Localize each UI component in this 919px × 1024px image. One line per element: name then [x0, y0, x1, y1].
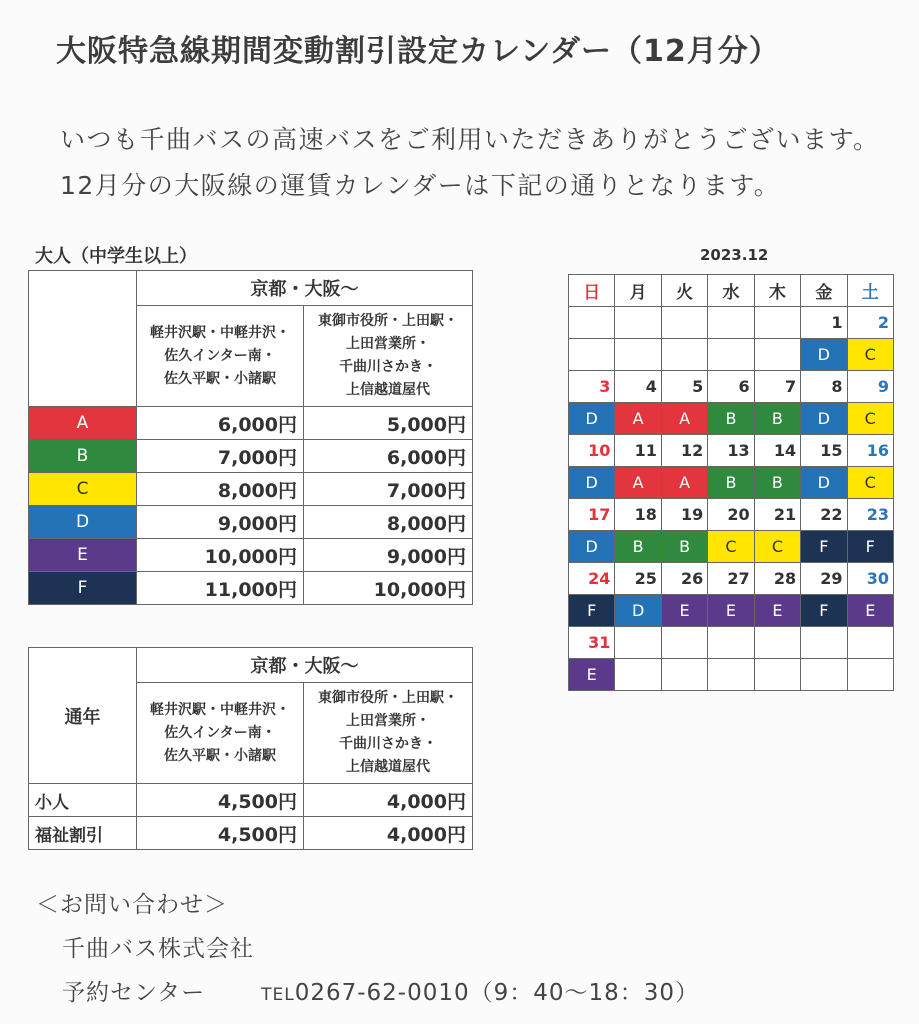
calendar-date: 23 — [847, 499, 893, 531]
station-line: 上信越道屋代 — [346, 382, 430, 398]
weekday-row — [569, 275, 894, 307]
tel-number: 0267-62-0010（9：40〜18：30） — [294, 980, 700, 1006]
station-line: 東御市役所・上田駅・ — [318, 313, 458, 329]
grade-label: A — [29, 407, 137, 440]
annual-fare-table — [28, 647, 473, 850]
calendar-grade-cell: A — [661, 467, 707, 499]
fare-col1: 11,000円 — [137, 572, 304, 605]
calendar-date: 22 — [801, 499, 847, 531]
region-header: 京都・大阪〜 — [137, 648, 473, 683]
calendar-empty-cell — [708, 627, 754, 659]
calendar-grade-row — [569, 339, 894, 371]
row-label: 小人 — [29, 784, 137, 817]
calendar-date: 12 — [661, 435, 707, 467]
station-line: 軽井沢駅・中軽井沢・ — [150, 324, 290, 341]
calendar-grade-cell: C — [847, 403, 893, 435]
annual-label: 通年 — [29, 648, 137, 784]
fare-col2: 10,000円 — [304, 572, 473, 605]
calendar-date: 27 — [708, 563, 754, 595]
calendar-date: 7 — [754, 371, 800, 403]
fare-calendar — [568, 274, 894, 691]
calendar-date: 14 — [754, 435, 800, 467]
station-line: 佐久インター南・ — [164, 347, 276, 364]
calendar-empty-cell — [754, 339, 800, 371]
calendar-date: 4 — [615, 371, 661, 403]
calendar-grade-cell: B — [754, 403, 800, 435]
calendar-grade-cell: A — [661, 403, 707, 435]
fare-col2: 5,000円 — [304, 407, 473, 440]
stations-header-1 — [137, 306, 304, 407]
calendar-grade-row — [569, 531, 894, 563]
station-line: 千曲川さかき・ — [339, 736, 437, 752]
calendar-empty-cell — [847, 659, 893, 691]
calendar-grade-cell: B — [754, 467, 800, 499]
calendar-date: 26 — [661, 563, 707, 595]
calendar-date-row — [569, 307, 894, 339]
station-line: 東御市役所・上田駅・ — [318, 690, 458, 706]
calendar-empty-cell — [615, 659, 661, 691]
calendar-empty-cell — [754, 627, 800, 659]
calendar-empty-cell — [708, 307, 754, 339]
calendar-grade-cell: C — [754, 531, 800, 563]
calendar-grade-row — [569, 595, 894, 627]
calendar-empty-cell — [708, 659, 754, 691]
calendar-grade-cell: B — [615, 531, 661, 563]
calendar-date: 18 — [615, 499, 661, 531]
row-label: 福祉割引 — [29, 817, 137, 850]
station-line: 千曲川さかき・ — [339, 359, 437, 375]
grade-label: D — [29, 506, 137, 539]
calendar-empty-cell — [615, 339, 661, 371]
calendar-grade-cell: E — [708, 595, 754, 627]
calendar-date: 15 — [801, 435, 847, 467]
calendar-empty-cell — [661, 307, 707, 339]
calendar-grade-cell: D — [569, 531, 615, 563]
weekday-header: 木 — [754, 275, 800, 307]
calendar-date: 20 — [708, 499, 754, 531]
fare-col2: 4,000円 — [304, 784, 473, 817]
calendar-grade-cell: E — [754, 595, 800, 627]
calendar-date: 13 — [708, 435, 754, 467]
calendar-date: 29 — [801, 563, 847, 595]
calendar-grade-cell: D — [569, 467, 615, 499]
fare-col1: 6,000円 — [137, 407, 304, 440]
fare-row-d — [29, 506, 473, 539]
station-line: 上田営業所・ — [346, 336, 430, 352]
contact-heading: ＜お問い合わせ＞ — [36, 892, 228, 918]
fare-row-c — [29, 473, 473, 506]
calendar-grade-cell: F — [801, 531, 847, 563]
calendar-date: 21 — [754, 499, 800, 531]
calendar-date-row — [569, 435, 894, 467]
calendar-body — [569, 275, 894, 691]
fare-col2: 7,000円 — [304, 473, 473, 506]
calendar-date-row — [569, 499, 894, 531]
calendar-date: 16 — [847, 435, 893, 467]
calendar-date: 1 — [801, 307, 847, 339]
calendar-empty-cell — [847, 627, 893, 659]
calendar-date: 10 — [569, 435, 615, 467]
fare-col1: 7,000円 — [137, 440, 304, 473]
fare-col1: 9,000円 — [137, 506, 304, 539]
calendar-grade-row — [569, 403, 894, 435]
calendar-grade-cell: B — [661, 531, 707, 563]
fare-row-a — [29, 407, 473, 440]
tel-label: TEL — [261, 985, 295, 1005]
station-line: 佐久平駅・小諸駅 — [164, 747, 276, 764]
station-line: 上信越道屋代 — [346, 759, 430, 775]
calendar-grade-cell: D — [801, 403, 847, 435]
fare-row-f — [29, 572, 473, 605]
calendar-empty-cell — [661, 339, 707, 371]
fare-col1: 4,500円 — [137, 817, 304, 850]
calendar-grade-cell: A — [615, 467, 661, 499]
calendar-grade-cell: F — [847, 531, 893, 563]
grade-label: F — [29, 572, 137, 605]
calendar-grade-cell: E — [569, 659, 615, 691]
reservation-line — [62, 974, 699, 1007]
calendar-date: 2 — [847, 307, 893, 339]
calendar-grade-cell: D — [615, 595, 661, 627]
region-header: 京都・大阪〜 — [137, 271, 473, 306]
grade-label: B — [29, 440, 137, 473]
calendar-empty-cell — [801, 627, 847, 659]
calendar-date-row — [569, 627, 894, 659]
station-line: 佐久平駅・小諸駅 — [164, 370, 276, 387]
calendar-grade-cell: C — [847, 339, 893, 371]
calendar-date: 25 — [615, 563, 661, 595]
fare-col2: 9,000円 — [304, 539, 473, 572]
fare-col1: 4,500円 — [137, 784, 304, 817]
fare-row-welfare — [29, 817, 473, 850]
calendar-empty-cell — [569, 307, 615, 339]
calendar-empty-cell — [569, 339, 615, 371]
calendar-date: 6 — [708, 371, 754, 403]
calendar-grade-cell: D — [801, 467, 847, 499]
calendar-date: 11 — [615, 435, 661, 467]
calendar-grade-cell: D — [801, 339, 847, 371]
calendar-empty-cell — [615, 627, 661, 659]
calendar-title: 2023.12 — [700, 246, 769, 264]
calendar-grade-cell: A — [615, 403, 661, 435]
stations-header-2 — [304, 683, 473, 784]
calendar-empty-cell — [754, 659, 800, 691]
calendar-empty-cell — [661, 627, 707, 659]
calendar-date: 5 — [661, 371, 707, 403]
grade-label: E — [29, 539, 137, 572]
page-title: 大阪特急線期間変動割引設定カレンダー（12月分） — [56, 34, 780, 69]
company-name: 千曲バス株式会社 — [62, 936, 254, 962]
weekday-header: 水 — [708, 275, 754, 307]
grade-label: C — [29, 473, 137, 506]
calendar-date-row — [569, 563, 894, 595]
calendar-grade-cell: B — [708, 467, 754, 499]
fare-col2: 4,000円 — [304, 817, 473, 850]
calendar-empty-cell — [615, 307, 661, 339]
station-line: 上田営業所・ — [346, 713, 430, 729]
calendar-date-row — [569, 371, 894, 403]
calendar-date: 31 — [569, 627, 615, 659]
fare-col2: 8,000円 — [304, 506, 473, 539]
adult-fares-heading: 大人（中学生以上） — [35, 246, 197, 267]
calendar-date: 28 — [754, 563, 800, 595]
calendar-date: 9 — [847, 371, 893, 403]
reservation-center-label: 予約センター — [62, 980, 206, 1006]
calendar-grade-cell: F — [569, 595, 615, 627]
calendar-grade-cell: C — [847, 467, 893, 499]
calendar-empty-cell — [708, 339, 754, 371]
calendar-date: 3 — [569, 371, 615, 403]
stations-header-1 — [137, 683, 304, 784]
calendar-grade-cell: F — [801, 595, 847, 627]
intro-line-1: いつも千曲バスの高速バスをご利用いただきありがとうございます。 — [60, 125, 880, 154]
calendar-date: 30 — [847, 563, 893, 595]
calendar-empty-cell — [754, 307, 800, 339]
weekday-header: 金 — [801, 275, 847, 307]
fare-row-e — [29, 539, 473, 572]
table-corner — [29, 271, 137, 407]
calendar-grade-cell: B — [708, 403, 754, 435]
station-line: 軽井沢駅・中軽井沢・ — [150, 701, 290, 718]
weekday-header: 日 — [569, 275, 615, 307]
calendar-date: 17 — [569, 499, 615, 531]
adult-fare-table — [28, 270, 473, 605]
fare-col1: 8,000円 — [137, 473, 304, 506]
calendar-grade-cell: D — [569, 403, 615, 435]
intro-line-2: 12月分の大阪線の運賃カレンダーは下記の通りとなります。 — [60, 171, 781, 200]
calendar-date: 8 — [801, 371, 847, 403]
calendar-date: 19 — [661, 499, 707, 531]
weekday-header: 火 — [661, 275, 707, 307]
calendar-grade-row — [569, 659, 894, 691]
fare-row-b — [29, 440, 473, 473]
calendar-empty-cell — [661, 659, 707, 691]
calendar-date: 24 — [569, 563, 615, 595]
station-line: 佐久インター南・ — [164, 724, 276, 741]
calendar-grade-row — [569, 467, 894, 499]
weekday-header: 月 — [615, 275, 661, 307]
fare-row-child — [29, 784, 473, 817]
calendar-grade-cell: E — [847, 595, 893, 627]
stations-header-2 — [304, 306, 473, 407]
fare-col2: 6,000円 — [304, 440, 473, 473]
fare-col1: 10,000円 — [137, 539, 304, 572]
calendar-grade-cell: E — [661, 595, 707, 627]
calendar-grade-cell: C — [708, 531, 754, 563]
weekday-header: 土 — [847, 275, 893, 307]
calendar-empty-cell — [801, 659, 847, 691]
